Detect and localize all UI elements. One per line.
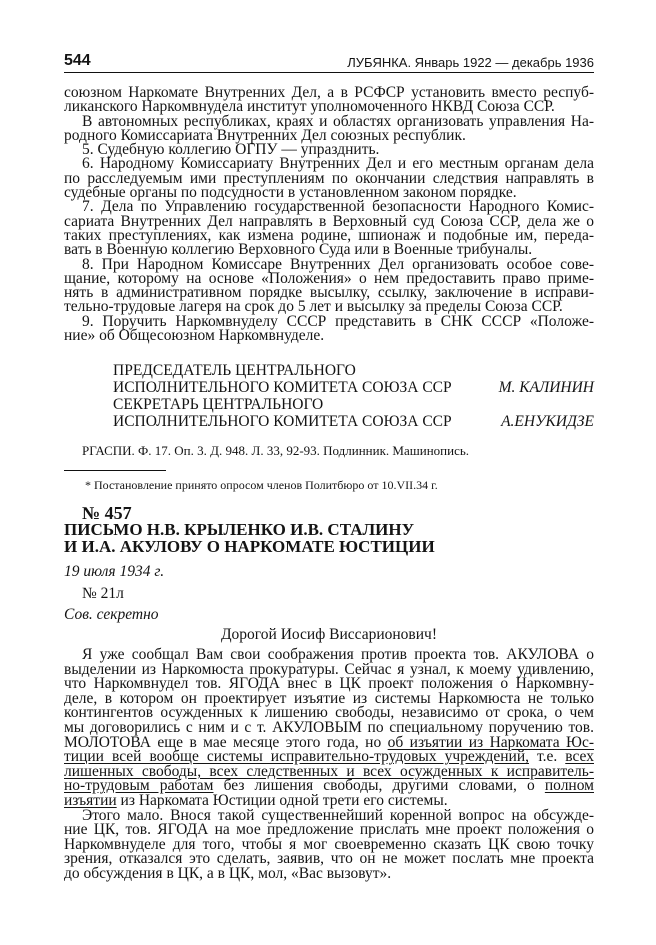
text-line: В автономных республиках, краях и областях организовать управления На- (82, 112, 594, 130)
text-line: щание, которому на основе «Положения» о нем предоставить право приме- (64, 269, 594, 287)
signature-title: СЕКРЕТАРЬ ЦЕНТРАЛЬНОГО (113, 396, 324, 413)
paragraph (64, 255, 594, 316)
signature-line (113, 413, 594, 430)
text-line: мы договорились с ним и с т. АКУЛОВЫМ по специальному поручению тов. (64, 718, 594, 736)
signatory-name: А.ЕНУКИДЗЕ (501, 413, 594, 430)
footnote-divider (64, 470, 166, 471)
document-title-line: И И.А. АКУЛОВУ О НАРКОМАТЕ ЮСТИЦИИ (64, 537, 435, 556)
paragraph (64, 312, 594, 345)
paragraph (64, 806, 594, 882)
text-line: зрения, отказался это сделать, заявив, что он не может послать мне проекта (64, 850, 594, 868)
text-segment: МОЛОТОВА еще в мае месяце этого года, но (64, 733, 388, 751)
text-line: 7. Дела по Управлению государственной безопасности Народного Комис- (82, 198, 594, 216)
document-title (64, 521, 435, 555)
text-line: Наркомвнуделе для того, чтобы я мог своевременно сказать ЦК свою точку (64, 835, 594, 853)
text-segment: из Наркомата Юстиции одной трети его системы. (116, 791, 448, 809)
text-line: сариата Внутренних Дел направлять в Верховный суд Союза ССР, дела же о (64, 212, 594, 230)
signature-title-line (113, 362, 594, 379)
text-line: таких преступлениях, как измена родине, шпионаж и подобные им, переда- (64, 226, 594, 244)
text-segment: без лишения свободы, другими словами, о (213, 777, 545, 795)
text-line: союзном Наркомате Внутренних Дел, а в РСФСР установить вместо респуб- (64, 84, 594, 101)
document-date: 19 июля 1934 г. (64, 563, 165, 580)
underlined-text: изъятии (64, 791, 117, 809)
letter-text (64, 648, 594, 882)
text-line: судебные органы по подсудности в установленном законом порядке. (64, 184, 517, 202)
text-line: 9. Поручить Наркомвнуделу СССР представить в СНК СССР «Положе- (82, 312, 594, 330)
paragraph (64, 86, 594, 115)
underlined-text: всех (565, 748, 594, 766)
underlined-text: тиции всей вообще системы исправительно-трудовых учреждений, (64, 748, 529, 766)
underlined-text: об изъятии из Наркомата Юс- (387, 733, 595, 751)
text-line: нять в административном порядке высылку, ссылку, заключение в исправи- (64, 284, 594, 302)
text-line: 8. При Народном Комиссаре Внутренних Дел организовать особое сове- (82, 255, 594, 273)
paragraph (64, 157, 594, 200)
text-line: что Наркомвнудел тов. ЯГОДА внес в ЦК проект положения о Наркомвну- (64, 675, 594, 693)
footnote: * Постановление принято опросом членов Политбюро от 10.VII.34 г. (85, 478, 438, 492)
signature-title-line (113, 396, 594, 413)
archive-source: РГАСПИ. Ф. 17. Оп. 3. Д. 948. Л. 33, 92-93. Подлинник. Машинопись. (82, 443, 470, 458)
text-line: до обсуждения в ЦК, а в ЦК, мол, «Вас вызовут». (64, 864, 392, 882)
text-line: контингентов осужденных к лишению свободы, независимо от срока, о чем (64, 704, 594, 722)
paragraph (64, 200, 594, 257)
salutation: Дорогой Иосиф Виссарионович! (220, 626, 437, 643)
underlined-text: полном (544, 777, 594, 795)
resolution-text (64, 86, 594, 343)
text-line: по расследуемым ими преступлениям по окончании следствия направлять в (64, 169, 594, 187)
signature-title: ИСПОЛНИТЕЛЬНОГО КОМИТЕТА СОЮЗА ССР (113, 413, 452, 430)
text-line: родного Комиссариата Внутренних Дел союзных республик. (64, 126, 466, 144)
paragraph (64, 112, 594, 144)
text-line: вать в Военную коллегию Верховного Суда или в Военные трибуналы. (64, 241, 533, 259)
document-number: № 457 (82, 503, 132, 523)
signatory-name: М. КАЛИНИН (498, 379, 594, 396)
page-number: 544 (64, 52, 91, 69)
paragraph (64, 648, 594, 809)
text-segment: т.е. (529, 748, 566, 766)
classification-mark: Сов. секретно (64, 606, 159, 623)
text-line: выделении из Наркомюста прокуратуры. Сейчас я узнал, к моему удивлению, (64, 660, 594, 678)
text-line: 6. Народному Комиссариату Внутренних Дел и его местным органам дела (82, 155, 594, 173)
text-line: ликанского Наркомвнудела институт уполномоченного НКВД Союза ССР. (64, 98, 555, 116)
signature-block (113, 362, 594, 430)
text-line: ние» об Общесоюзном Наркомвнуделе. (64, 327, 325, 345)
document-title-line: ПИСЬМО Н.В. КРЫЛЕНКО И.В. СТАЛИНУ (64, 520, 415, 539)
header-divider (64, 72, 594, 73)
running-title: ЛУБЯНКА. Январь 1922 — декабрь 1936 (347, 55, 594, 70)
text-line: деле, в котором он проектирует изъятие из системы Наркомюста не только (64, 689, 594, 707)
text-line: тельно-трудовые лагеря на срок до 5 лет и высылку за пределы Союза ССР. (64, 298, 563, 316)
text-line: Я уже сообщал Вам свои соображения против проекта тов. АКУЛОВА о (82, 646, 594, 663)
underlined-text: но-трудовым работам (64, 777, 214, 795)
underlined-text: лишенных свободы, всех следственных и всех осужденных к исправитель- (64, 762, 594, 780)
signature-line (113, 379, 594, 396)
page-header (64, 52, 594, 72)
text-line: ние ЦК, тов. ЯГОДА на мое предложение прислать мне проект положения о (64, 821, 594, 839)
signature-title: ПРЕДСЕДАТЕЛЬ ЦЕНТРАЛЬНОГО (113, 362, 356, 379)
text-line: 5. Судебную коллегию ОГПУ — упразднить. (82, 141, 380, 159)
outgoing-number: № 21л (82, 585, 124, 602)
text-line: Этого мало. Внося такой существеннейший коренной вопрос на обсужде- (82, 806, 594, 824)
signature-title: ИСПОЛНИТЕЛЬНОГО КОМИТЕТА СОЮЗА ССР (113, 379, 452, 396)
